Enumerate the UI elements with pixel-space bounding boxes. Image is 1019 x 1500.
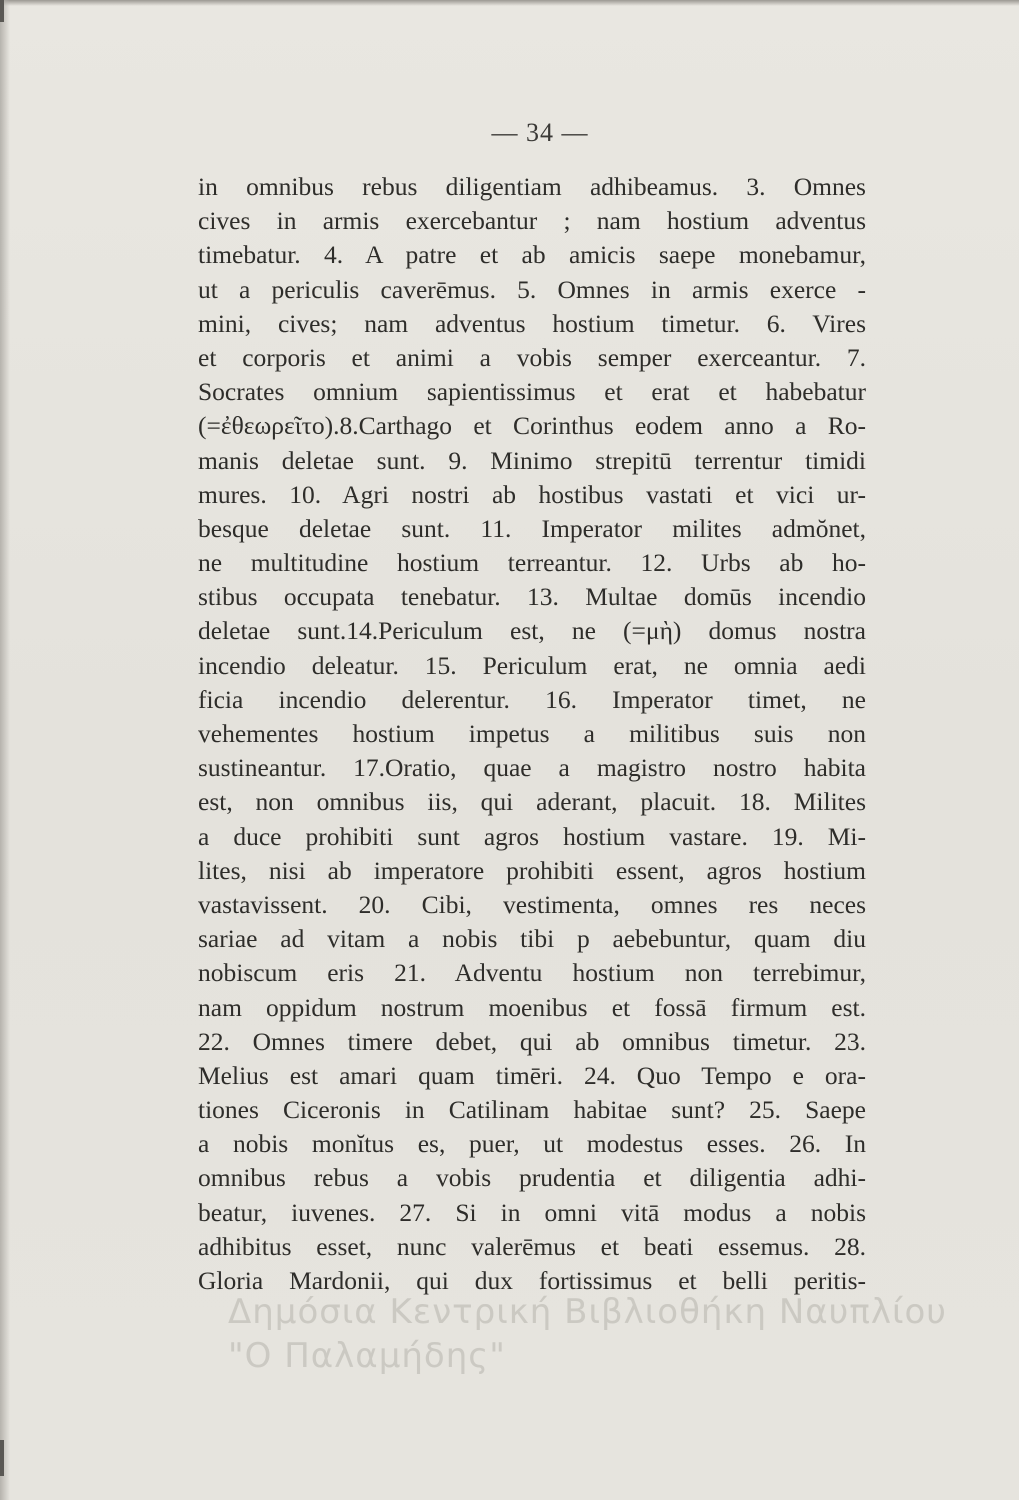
text-line: mures. 10. Agri nostri ab hostibus vastati et vici ur- [198, 479, 866, 509]
text-line: est, non omnibus iis, qui aderant, placuit. 18. Milites [198, 787, 866, 817]
text-line: lites, nisi ab imperatore prohibiti essent, agros hostium [198, 855, 866, 885]
text-line: (=ἐθεωρεῖτο).8.Carthago et Corinthus eodem anno a Ro- [198, 411, 866, 441]
library-watermark [228, 1290, 1008, 1378]
text-line: in omnibus rebus diligentiam adhibeamus. 3. Omnes [198, 172, 866, 201]
text-line: vastavissent. 20. Cibi, vestimenta, omnes res neces [198, 889, 866, 919]
text-line: a duce prohibiti sunt agros hostium vastare. 19. Mi- [198, 821, 866, 851]
page-left-shadow [0, 0, 10, 1500]
text-line: Melius est amari quam timēri. 24. Quo Tempo e ora- [198, 1060, 866, 1090]
text-line: vehementes hostium impetus a militibus suis non [198, 719, 866, 748]
watermark-line-2: "Ο Παλαμήδης" [228, 1336, 506, 1376]
text-line: beatur, iuvenes. 27. Si in omni vitā modus a nobis [198, 1197, 866, 1227]
page-top-shadow [0, 0, 1019, 6]
text-line: nobiscum eris 21. Adventu hostium non terrebimur, [198, 958, 866, 988]
body-text [198, 170, 866, 1298]
text-line: a nobis monĭtus es, puer, ut modestus esses. 26. In [198, 1129, 866, 1159]
text-line: sustineantur. 17.Oratio, quae a magistro nostro habita [198, 753, 866, 783]
text-line: tiones Ciceronis in Catilinam habitae sunt? 25. Saepe [198, 1095, 866, 1125]
text-line: besque deletae sunt. 11. Imperator milites admŏnet, [198, 513, 866, 543]
text-line: 22. Omnes timere debet, qui ab omnibus timetur. 23. [198, 1026, 866, 1056]
text-line: adhibitus esset, nunc valerēmus et beati essemus. 28. [198, 1231, 866, 1261]
text-line: nam oppidum nostrum moenibus et fossā firmum est. [198, 992, 866, 1022]
text-line: ne multitudine hostium terreantur. 12. Urbs ab ho- [198, 548, 866, 578]
text-line: Socrates omnium sapientissimus et erat et habebatur [198, 377, 866, 407]
page-number: — 34 — [491, 118, 589, 147]
watermark-line-1: Δημόσια Κεντρική Βιβλιοθήκη Ναυπλίου [228, 1292, 947, 1332]
binding-mark-bottom [0, 1440, 4, 1476]
text-line: incendio deleatur. 15. Periculum erat, ne omnia aedi [198, 650, 866, 680]
text-line: ficia incendio delerentur. 16. Imperator timet, ne [198, 684, 866, 714]
text-line: omnibus rebus a vobis prudentia et diligentia adhi- [198, 1163, 866, 1193]
text-line: et corporis et animi a vobis semper exerceantur. 7. [198, 342, 866, 372]
text-line: Gloria Mardonii, qui dux fortissimus et belli peritis- [198, 1266, 866, 1295]
text-line: timebatur. 4. A patre et ab amicis saepe monebamur, [198, 240, 866, 270]
text-line: stibus occupata tenebatur. 13. Multae domūs incendio [198, 582, 866, 612]
text-line: cives in armis exercebantur ; nam hostium adventus [198, 206, 866, 236]
binding-mark-top [0, 0, 4, 22]
text-line: deletae sunt.14.Periculum est, ne (=μὴ) domus nostra [198, 616, 866, 646]
text-line: sariae ad vitam a nobis tibi p aebebuntur, quam diu [198, 924, 866, 954]
text-line: ut a periculis caverēmus. 5. Omnes in armis exerce - [198, 274, 866, 304]
text-line: manis deletae sunt. 9. Minimo strepitū terrentur timidi [198, 445, 866, 475]
text-line: mini, cives; nam adventus hostium timetur. 6. Vires [198, 308, 866, 338]
